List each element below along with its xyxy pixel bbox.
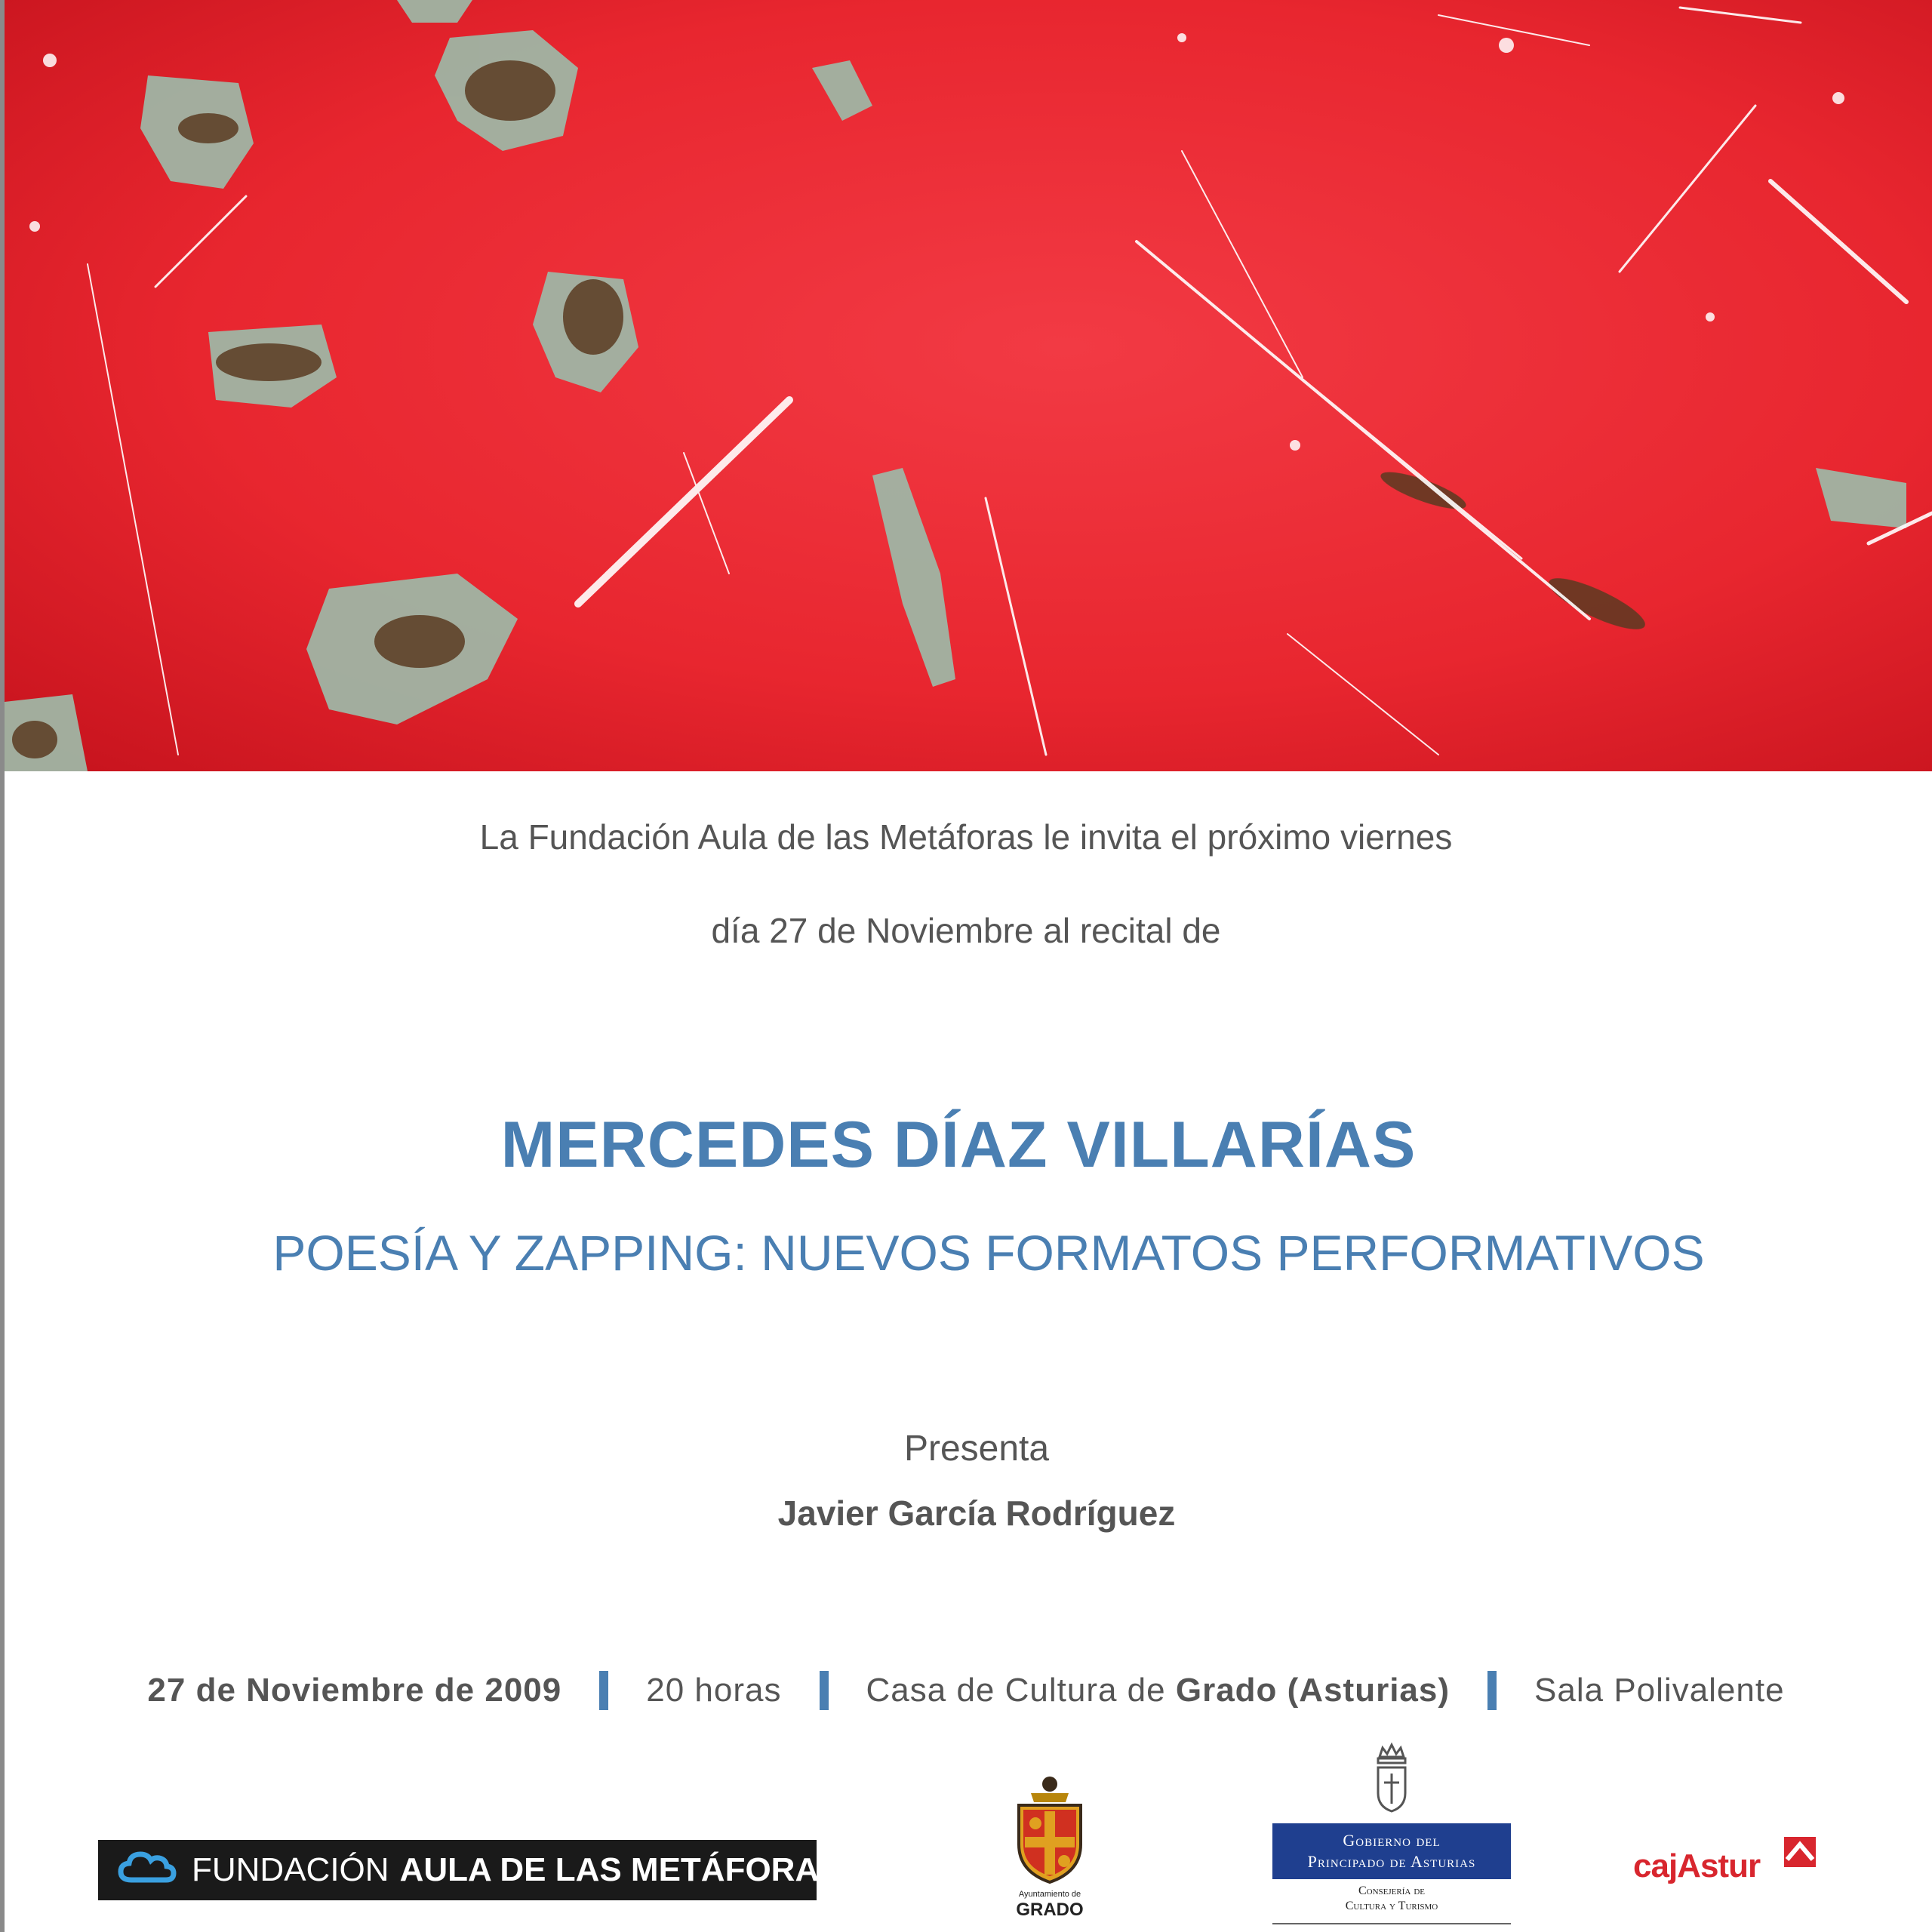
cajastur-logo [1633,1834,1822,1894]
event-time: 20 horas [646,1672,782,1709]
presenter-name: Javier García Rodríguez [777,1494,1176,1533]
fundacion-word: FUNDACIÓN [192,1851,389,1888]
gobierno-asturias-logo [1272,1740,1511,1932]
invitation-line-2: día 27 de Noviembre al recital de [711,911,1221,950]
gobierno-blue-box [1272,1823,1511,1879]
fundacion-aula-logo [98,1840,841,1900]
recital-title: POESÍA Y ZAPPING: NUEVOS FORMATOS PERFORMATIVOS [272,1225,1705,1281]
presenta-label: Presenta [903,1429,1050,1469]
venue-prefix: Casa de Cultura de [866,1672,1166,1709]
consejeria-text [1272,1884,1511,1914]
event-room: Sala Polivalente [1534,1672,1785,1709]
separator-bar [820,1671,829,1710]
sponsor-logos [0,1728,1932,1932]
gobierno-line-1: Gobierno del [1343,1831,1441,1850]
aula-metaforas-word: AULA DE LAS METÁFORAS [399,1851,841,1888]
poet-name: MERCEDES DÍAZ VILLARÍAS [500,1109,1417,1181]
event-date: 27 de Noviembre de 2009 [147,1672,562,1709]
gobierno-line-2: Principado de Asturias [1307,1852,1476,1871]
hero-image-scratched-red-paint [5,0,1932,771]
cloud-icon [118,1848,177,1893]
gobierno-underline [1272,1923,1511,1924]
grado-small-text: Ayuntamiento de [1018,1890,1081,1899]
separator-bar [1487,1671,1497,1710]
consejeria-line-2: Cultura y Turismo [1345,1900,1438,1912]
consejeria-line-1: Consejería de [1358,1884,1425,1897]
venue-place: Grado (Asturias) [1175,1672,1451,1709]
separator-bar [599,1671,608,1710]
event-details-row [0,1666,1932,1715]
asturias-crown-shield-icon [1369,1740,1414,1813]
grado-coat-of-arms-icon [1008,1772,1091,1885]
ayuntamiento-grado-logo [1008,1772,1091,1932]
cajastur-roof-icon [1781,1834,1819,1870]
invitation-line-1: La Fundación Aula de las Metáforas le invita el próximo viernes [479,817,1453,857]
grado-big-text: GRADO [1016,1900,1084,1920]
cajastur-wordmark: cajAstur [1633,1847,1761,1884]
event-venue [866,1672,1451,1709]
